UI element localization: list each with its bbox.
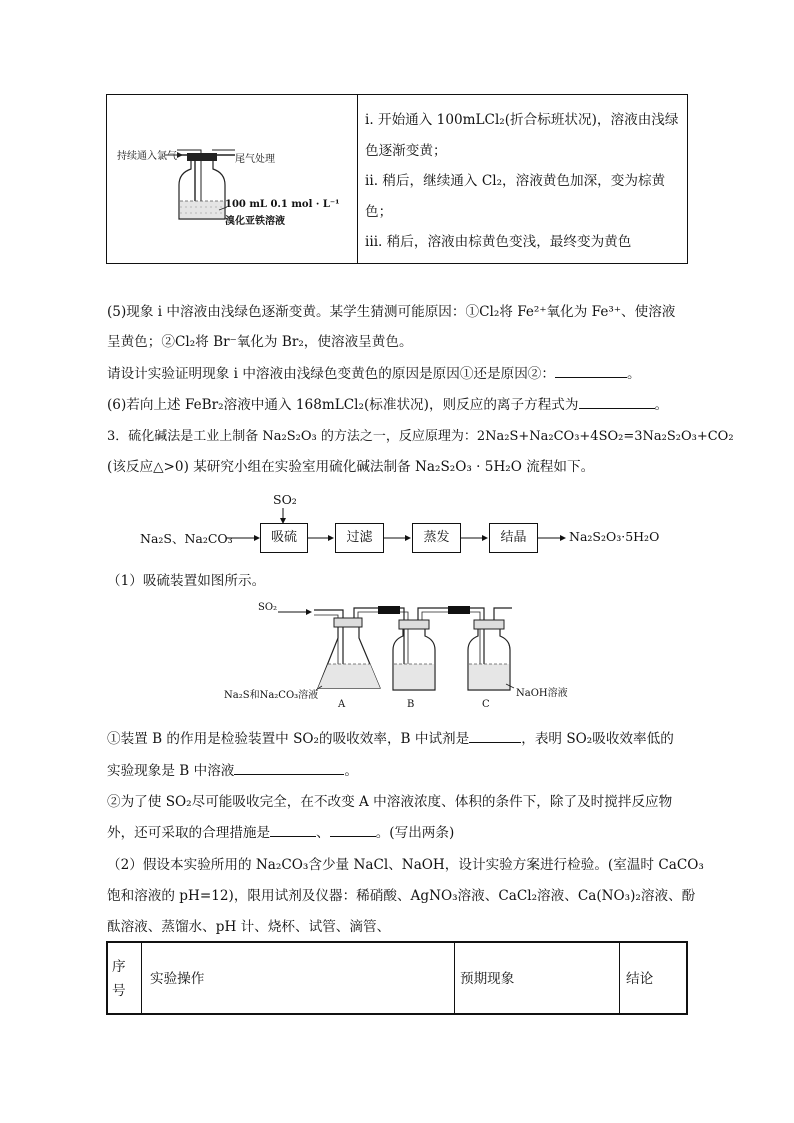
flask-a-solution-label: Na₂S和Na₂CO₃溶液: [224, 690, 319, 701]
header-expected: 预期现象: [460, 971, 515, 987]
qii-line1: ②为了使 SO₂尽可能吸收完全，在不改变 A 中溶液浓度、体积的条件下，除了及时搅拌反应物: [107, 794, 673, 810]
flow-gas: SO₂: [273, 492, 297, 507]
observation-line: 色；: [365, 203, 393, 220]
q5-line2: 呈黄色；②Cl₂将 Br⁻氧化为 Br₂，使溶液呈黄色。: [107, 334, 413, 350]
answer-blank[interactable]: [555, 363, 627, 378]
apparatus-gas-label: SO₂: [258, 602, 278, 613]
answer-blank[interactable]: [270, 822, 316, 837]
inlet-label: 持续通入氯气: [117, 151, 177, 162]
flow-step-filter: 过滤: [335, 523, 384, 553]
answer-blank[interactable]: [330, 822, 376, 837]
q5-line3: 请设计实验证明现象 i 中溶液由浅绿色变黄色的原因是原因①还是原因②： 。: [107, 363, 697, 385]
flask-c-solution-label: NaOH溶液: [516, 688, 568, 699]
answer-blank[interactable]: [234, 760, 344, 775]
sub1-title: （1）吸硫装置如图所示。: [107, 573, 266, 589]
solution-label-line1: 100 mL 0.1 mol · L⁻¹: [225, 199, 340, 210]
answer-blank[interactable]: [469, 728, 521, 743]
qi-line1: ①装置 B 的作用是检验装置中 SO₂的吸收效率，B 中试剂是 ，表明 SO₂吸收效率低的: [107, 728, 697, 750]
observation-line: i. 开始通入 100mLCl₂(折合标班状况)，溶液由浅绿: [365, 112, 679, 128]
flow-chart: [0, 488, 794, 558]
observation-text: [365, 105, 683, 258]
flow-step-evaporate: 蒸发: [412, 523, 461, 553]
observation-table: [106, 94, 688, 264]
outlet-label: 尾气处理: [235, 154, 275, 165]
q5-line1: (5)现象 i 中溶液由浅绿色逐渐变黄。某学生猜测可能原因：①Cl₂将 Fe²⁺氧化为 Fe³⁺、使溶液: [107, 304, 676, 320]
q3-line2: (该反应△>0) 某研究小组在实验室用硫化碱法制备 Na₂S₂O₃ · 5H₂O 流程如下。: [107, 459, 595, 475]
flask-a-label: A: [338, 699, 346, 710]
experiment-table: [106, 941, 688, 1015]
flask-c-label: C: [482, 699, 490, 710]
absorption-apparatus: [0, 598, 794, 716]
observation-line: iii. 稍后，溶液由棕黄色变浅，最终变为黄色: [365, 234, 632, 250]
header-operation: 实验操作: [150, 971, 205, 987]
table-divider: [357, 95, 358, 263]
qi-line2: 实验现象是 B 中溶液 。: [107, 760, 697, 782]
sub2-line1: （2）假设本实验所用的 Na₂CO₃含少量 NaCl、NaOH，设计实验方案进行检验。(室温时 CaCO₃: [107, 857, 704, 873]
flask-b-label: B: [407, 699, 415, 710]
flow-product: Na₂S₂O₃·5H₂O: [569, 529, 660, 544]
sub2-line2: 饱和溶液的 pH=12)，限用试剂及仪器：稀硝酸、AgNO₃溶液、CaCl₂溶液、Ca(NO₃)₂溶液、酚: [107, 888, 696, 904]
header-conclusion: 结论: [626, 971, 654, 987]
header-index: 序 号: [112, 959, 126, 999]
q3-line1: 3．硫化碱法是工业上制备 Na₂S₂O₃ 的方法之一，反应原理为：2Na₂S+Na₂CO₃+4SO₂=3Na₂S₂O₃+CO₂: [107, 429, 734, 444]
qii-line2: 外，还可采取的合理措施是 、 。(写出两条): [107, 822, 697, 844]
absorption-diagram: [0, 598, 794, 716]
gas-washing-bottle-diagram: [107, 95, 357, 263]
q6-prompt: (6)若向上述 FeBr₂溶液中通入 168mLCl₂(标准状况)，则反应的离子方程式为: [107, 397, 579, 413]
observation-line: 色逐渐变黄；: [365, 142, 447, 159]
observation-line: ii. 稍后，继续通入 Cl₂，溶液黄色加深，变为棕黄: [365, 173, 666, 189]
answer-blank[interactable]: [579, 394, 655, 409]
sub2-line3: 酞溶液、蒸馏水、pH 计、烧杯、试管、滴管、: [107, 919, 391, 935]
q6-line: (6)若向上述 FeBr₂溶液中通入 168mLCl₂(标准状况)，则反应的离子方程式为 。: [107, 394, 697, 416]
flow-step-crystallize: 结晶: [489, 523, 538, 553]
flow-input: Na₂S、Na₂CO₃: [140, 531, 233, 546]
flow-arrows: [0, 488, 794, 558]
q5-prompt: 请设计实验证明现象 i 中溶液由浅绿色变黄色的原因是原因①还是原因②：: [107, 366, 555, 382]
flow-step-absorb: 吸硫: [260, 523, 308, 553]
solution-label-line2: 溴化亚铁溶液: [225, 216, 285, 227]
